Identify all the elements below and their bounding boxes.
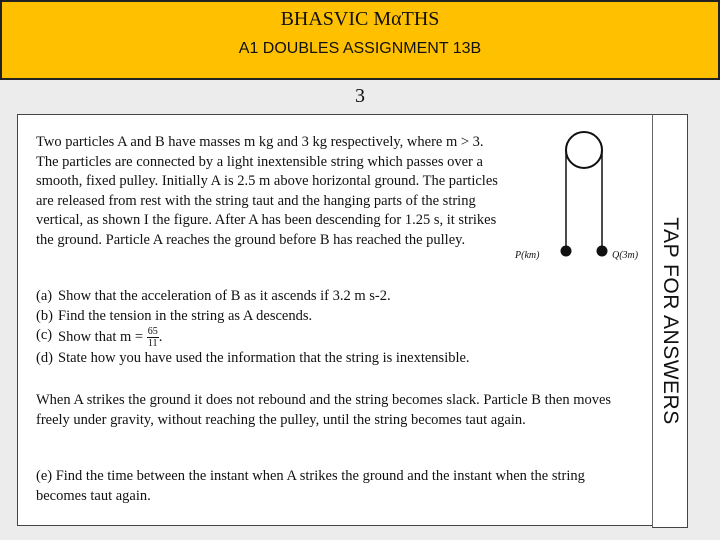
- part-a: [36, 287, 556, 307]
- follow-up-text: When A strikes the ground it does not rebound and the string becomes slack. Particle B then moves freely under gravity, without reaching the pulley, until the string becomes taut again.: [36, 392, 612, 428]
- question-intro: Two particles A and B have masses m kg and 3 kg respectively, where m > 3. The particles are connected by a light inextensible string which passes over a smooth, fixed pulley. Initially A is 2.5 m above horizontal ground. The particles are released from rest with the string taut and the hanging parts of the string vertical, as shown I the figure. After A has been descending for 1.25 s, it strikes the ground. Particle A reaches the ground before B has reached the pulley.: [36, 134, 498, 248]
- pulley-diagram: [513, 123, 653, 283]
- header-bar: [0, 0, 720, 80]
- part-c: [36, 326, 556, 349]
- label-q: Q(3m): [612, 250, 639, 261]
- part-c-suffix: .: [158, 328, 163, 345]
- fraction: [147, 326, 159, 349]
- part-label: (d): [36, 350, 53, 366]
- fraction-numerator: 65: [147, 326, 158, 337]
- page-title: BHASVIC MαTHS: [280, 8, 440, 30]
- part-text: [58, 326, 162, 349]
- part-label: (b): [36, 307, 53, 324]
- part-label: (a): [36, 288, 53, 304]
- tap-for-answers-button[interactable]: [652, 114, 688, 528]
- fraction-denominator: 11: [147, 338, 158, 349]
- part-b: [36, 307, 556, 327]
- part-text: Find the tension in the string as A descends.: [58, 307, 313, 324]
- part-c-text: Show that m =: [58, 328, 147, 345]
- label-p: P(km): [515, 250, 540, 261]
- part-e: (e) Find the time between the instant when A strikes the ground and the instant when the string becomes taut again.: [36, 468, 585, 504]
- assignment-subtitle: A1 DOUBLES ASSIGNMENT 13B: [238, 40, 482, 57]
- tap-for-answers-label: TAP FOR ANSWERS: [659, 217, 682, 425]
- particle-b: [597, 246, 608, 257]
- part-d: [36, 349, 556, 369]
- part-text: State how you have used the information that the string is inextensible.: [58, 350, 470, 366]
- particle-a: [561, 246, 572, 257]
- part-label: (c): [36, 327, 53, 343]
- slide-number: 3: [355, 85, 365, 107]
- question-paper: [17, 114, 655, 526]
- question-parts: [36, 287, 556, 369]
- pulley-wheel: [566, 132, 602, 168]
- part-text: Show that the acceleration of B as it ascends if 3.2 m s-2.: [58, 288, 391, 304]
